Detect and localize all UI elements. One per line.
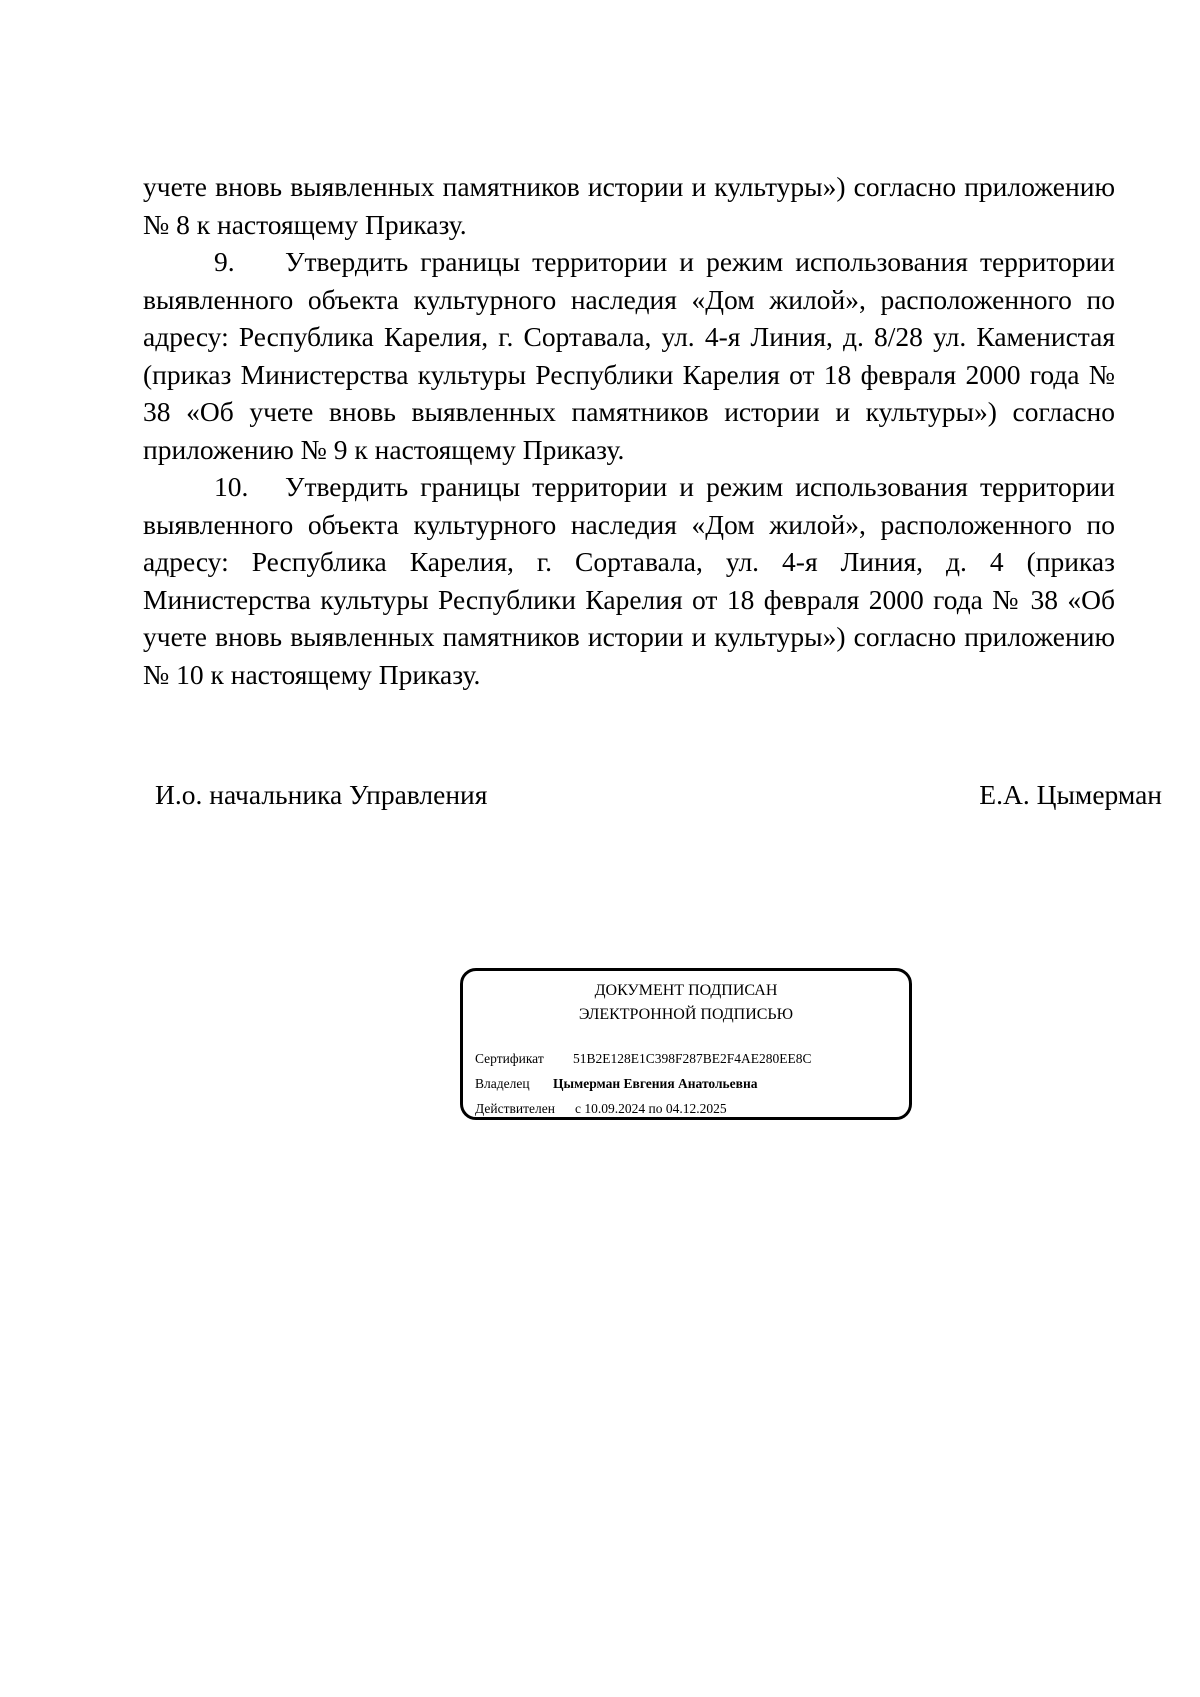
stamp-owner-row — [475, 1071, 812, 1096]
paragraph-continuation — [143, 168, 1115, 243]
stamp-details — [475, 1046, 812, 1121]
stamp-owner-value: Цымерман Евгения Анатольевна — [553, 1076, 758, 1091]
stamp-heading-line-2: ЭЛЕКТРОННОЙ ПОДПИСЬЮ — [578, 1006, 794, 1023]
stamp-certificate-row — [475, 1046, 812, 1071]
paragraph-number: 10. — [214, 471, 249, 502]
signatory-title: И.о. начальника Управления — [155, 779, 488, 810]
stamp-certificate-value: 51B2E128E1C398F287BE2F4AE280EE8C — [573, 1051, 812, 1066]
signatory-name: Е.А. Цымерман — [979, 779, 1162, 810]
paragraph-item-9 — [143, 243, 1115, 468]
stamp-owner-label: Владелец — [475, 1076, 530, 1091]
document-body — [143, 168, 1115, 693]
paragraph-text: Утвердить границы территории и режим использования территории выявленного объекта культурного наследия «Дом жилой», расположенного по адресу: Республика Карелия, г. Сортавала, ул. 4-я Линия, д. 4 (приказ Министерства культуры Республики Карелия от 18 февраля 2000 года № 38 «Об учете вновь выявленных памятников истории и культуры») согласно приложению № 10 к настоящему Приказу. — [143, 471, 1115, 690]
stamp-heading-line-1: ДОКУМЕНТ ПОДПИСАН — [594, 982, 778, 999]
paragraph-text: Утвердить границы территории и режим использования территории выявленного объекта культурного наследия «Дом жилой», расположенного по адресу: Республика Карелия, г. Сортавала, ул. 4-я Линия, д. 8/28 ул. Каменистая (приказ Министерства культуры Республики Карелия от 18 февраля 2000 года № 38 «Об учете вновь выявленных памятников истории и культуры») согласно приложению № 9 к настоящему Приказу. — [143, 246, 1115, 465]
stamp-validity-value: с 10.09.2024 по 04.12.2025 — [575, 1101, 727, 1116]
paragraph-number: 9. — [214, 246, 235, 277]
stamp-heading — [463, 979, 909, 1027]
stamp-validity-label: Действителен — [475, 1101, 555, 1116]
paragraph-text: учете вновь выявленных памятников истории и культуры») согласно приложению № 8 к настоящему Приказу. — [143, 171, 1115, 240]
electronic-signature-stamp — [460, 968, 912, 1120]
stamp-validity-row — [475, 1096, 812, 1121]
stamp-certificate-label: Сертификат — [475, 1051, 544, 1066]
paragraph-item-10 — [143, 468, 1115, 693]
